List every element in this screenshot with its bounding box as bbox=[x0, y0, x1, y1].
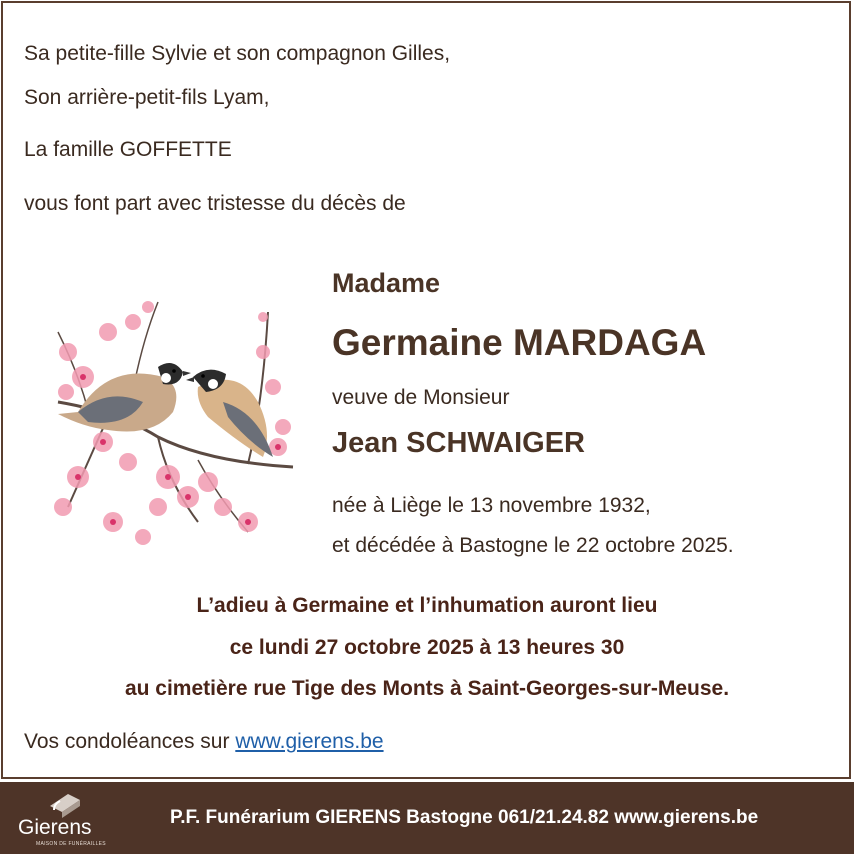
ceremony-line-3: au cimetière rue Tige des Monts à Saint-Georges-sur-Meuse. bbox=[124, 677, 730, 700]
logo-subtitle: MAISON DE FUNÉRAILLES bbox=[36, 841, 106, 847]
death-info: et décédée à Bastogne le 22 octobre 2025. bbox=[332, 534, 734, 557]
footer-contact: P.F. Funérarium GIERENS Bastogne 061/21.24.82 www.gierens.be bbox=[170, 807, 759, 828]
logo-word: Gierens bbox=[18, 816, 92, 839]
widow-of-label: veuve de Monsieur bbox=[332, 386, 510, 409]
deceased-title: Madame bbox=[332, 268, 441, 298]
condolences-line bbox=[24, 730, 384, 754]
deceased-name: Germaine MARDAGA bbox=[332, 322, 707, 363]
gierens-logo bbox=[14, 788, 114, 850]
ceremony-line-2: ce lundi 27 octobre 2025 à 13 heures 30 bbox=[229, 636, 625, 659]
intro-line-granddaughter: Sa petite-fille Sylvie et son compagnon Gilles, bbox=[24, 42, 451, 65]
logo-mark-icon bbox=[48, 792, 82, 818]
intro-line-great-grandson: Son arrière-petit-fils Lyam, bbox=[24, 86, 270, 109]
intro-line-announcement: vous font part avec tristesse du décès de bbox=[24, 192, 406, 215]
footer-bar bbox=[0, 782, 854, 854]
husband-name: Jean SCHWAIGER bbox=[332, 427, 585, 459]
intro-line-family: La famille GOFFETTE bbox=[24, 138, 232, 161]
ceremony-line-1: L’adieu à Germaine et l’inhumation auront lieu bbox=[196, 594, 658, 617]
birds-illustration bbox=[48, 292, 300, 550]
condolences-link[interactable]: www.gierens.be bbox=[235, 730, 384, 753]
condolences-text: Vos condoléances sur bbox=[24, 730, 236, 753]
birth-info: née à Liège le 13 novembre 1932, bbox=[332, 494, 651, 517]
